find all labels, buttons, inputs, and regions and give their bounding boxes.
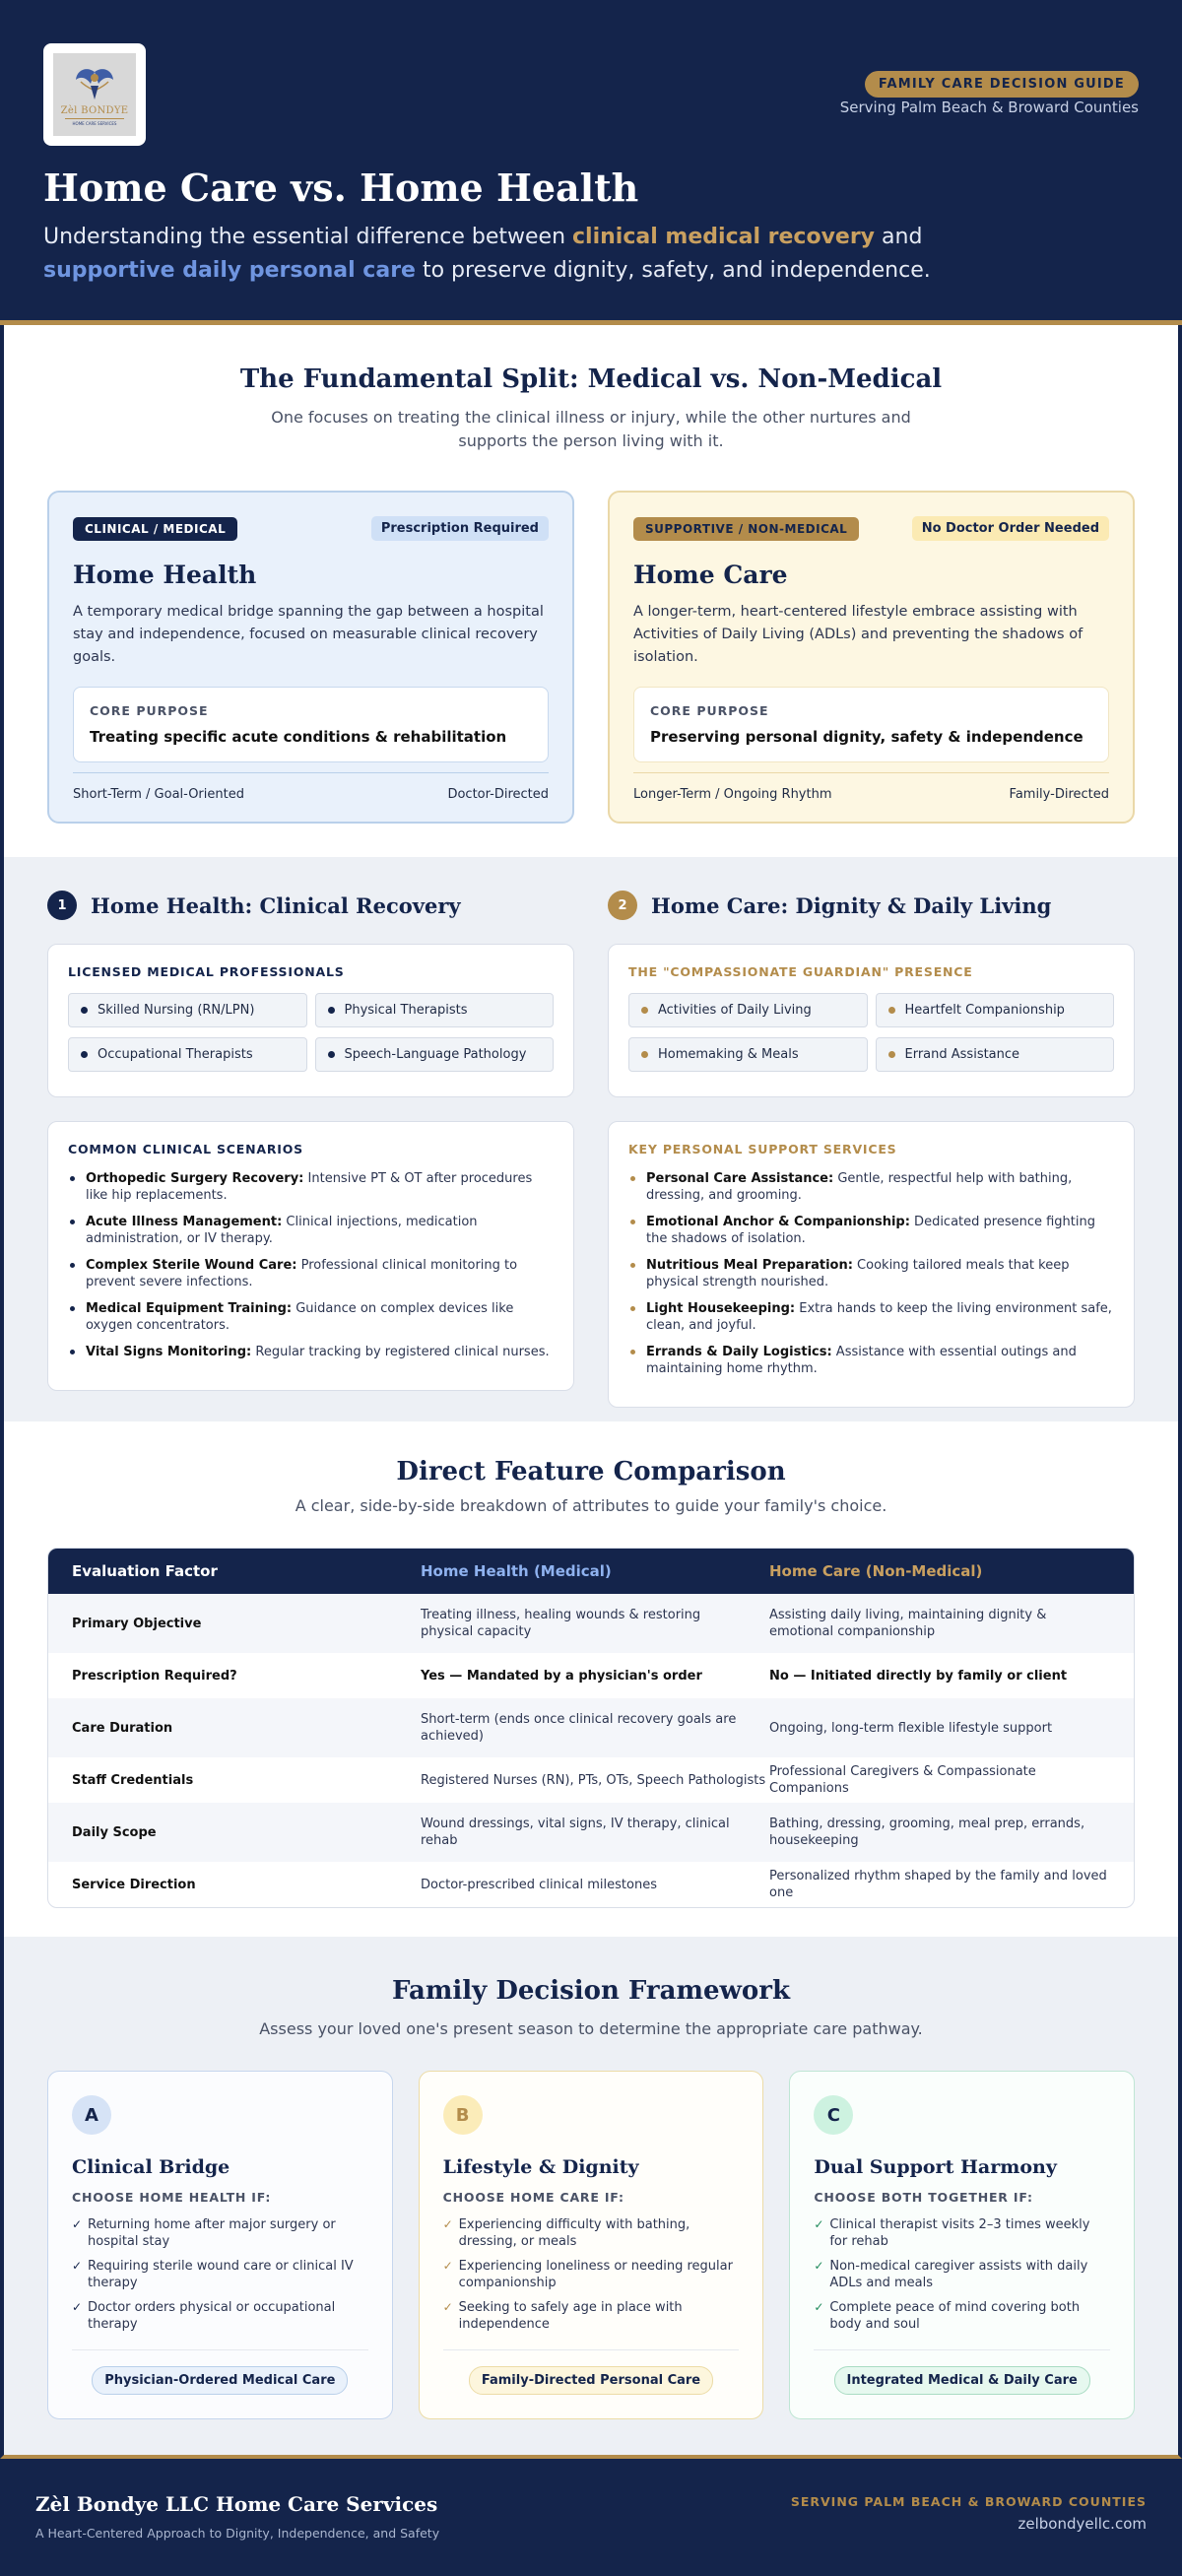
check-item: ✓ Requiring sterile wound care or clinical IV therapy bbox=[72, 2258, 368, 2291]
professional-chip: Physical Therapists bbox=[315, 993, 555, 1027]
table-row bbox=[48, 1594, 1134, 1653]
care-cell: Professional Caregivers & Compassionate Companions bbox=[769, 1764, 1036, 1796]
panel-label: THE "COMPASSIONATE GUARDIAN" PRESENCE bbox=[628, 964, 973, 979]
list-item: Vital Signs Monitoring: Regular tracking by registered clinical nurses. bbox=[68, 1344, 554, 1360]
service-chip: Heartfelt Companionship bbox=[876, 993, 1115, 1027]
panel-label: COMMON CLINICAL SCENARIOS bbox=[68, 1142, 303, 1156]
care-cell: Bathing, dressing, grooming, meal prep, errands, housekeeping bbox=[769, 1816, 1085, 1848]
section-title: Family Decision Framework bbox=[392, 1976, 790, 2006]
list-item: Orthopedic Surgery Recovery: Intensive PT & OT after procedures like hip replacements. bbox=[68, 1170, 554, 1204]
care-cell: No — Initiated directly by family or client bbox=[769, 1668, 1068, 1684]
table-row bbox=[48, 1653, 1134, 1698]
card-title: Home Health bbox=[73, 561, 257, 589]
care-cell: Personalized rhythm shaped by the family and loved one bbox=[769, 1869, 1107, 1900]
comparison-section bbox=[0, 1421, 1182, 1937]
care-type-pill: Integrated Medical & Daily Care bbox=[834, 2366, 1090, 2395]
professional-chip: Occupational Therapists bbox=[68, 1037, 307, 1072]
option-letter-badge: A bbox=[72, 2095, 111, 2135]
guide-badge: FAMILY CARE DECISION GUIDE bbox=[865, 71, 1139, 98]
column-header: Evaluation Factor bbox=[72, 1562, 218, 1580]
category-tag: SUPPORTIVE / NON-MEDICAL bbox=[633, 517, 859, 541]
card-title: Lifestyle & Dignity bbox=[442, 2156, 639, 2178]
row-label: Service Direction bbox=[72, 1877, 196, 1892]
table-row bbox=[48, 1757, 1134, 1803]
health-cell: Doctor-prescribed clinical milestones bbox=[421, 1877, 657, 1892]
footer-company-name: Zèl Bondye LLC Home Care Services bbox=[35, 2492, 438, 2516]
footer-tagline: A Heart-Centered Approach to Dignity, Independence, and Safety bbox=[35, 2526, 440, 2541]
guardian-presence-panel bbox=[608, 944, 1135, 1097]
logo-brand-accent: BONDYE bbox=[81, 104, 129, 116]
page-subtitle: Understanding the essential difference between clinical medical recovery and supportive daily personal care to preserve dignity, safety, and independence. bbox=[43, 225, 931, 283]
card-footer bbox=[73, 772, 549, 802]
health-cell: Yes — Mandated by a physician's order bbox=[421, 1668, 702, 1684]
purpose-label: CORE PURPOSE bbox=[90, 703, 209, 718]
health-cell: Short-term (ends once clinical recovery goals are achieved) bbox=[421, 1712, 737, 1744]
choose-label: CHOOSE BOTH TOGETHER IF: bbox=[814, 2190, 1033, 2205]
service-chip: Errand Assistance bbox=[876, 1037, 1115, 1072]
panel-label: LICENSED MEDICAL PROFESSIONALS bbox=[68, 964, 345, 979]
footer-website-link[interactable]: zelbondyellc.com bbox=[1018, 2515, 1147, 2533]
list-item: Complex Sterile Wound Care: Professional clinical monitoring to prevent severe infections. bbox=[68, 1257, 554, 1290]
clinical-scenarios-panel bbox=[47, 1121, 574, 1391]
page-header bbox=[0, 0, 1182, 325]
logo-brand-main: Zèl bbox=[60, 104, 78, 116]
health-cell: Treating illness, healing wounds & restoring physical capacity bbox=[421, 1608, 701, 1639]
service-chip: Homemaking & Meals bbox=[628, 1037, 868, 1072]
comparison-table bbox=[47, 1548, 1135, 1908]
angel-wings-icon bbox=[73, 64, 116, 103]
highlight-supportive: supportive daily personal care bbox=[43, 258, 416, 283]
requirement-badge: Prescription Required bbox=[371, 516, 549, 541]
duration-label: Longer-Term / Ongoing Rhythm bbox=[633, 787, 832, 802]
category-tag: CLINICAL / MEDICAL bbox=[73, 517, 237, 541]
column-header: Home Health (Medical) bbox=[421, 1562, 612, 1580]
step-number: 1 bbox=[47, 891, 77, 920]
check-item: ✓ Non-medical caregiver assists with daily ADLs and meals bbox=[814, 2258, 1110, 2291]
card-description: A longer-term, heart-centered lifestyle embrace assisting with Activities of Daily Living (ADLs) and preventing the shadows of isolation. bbox=[633, 604, 1084, 665]
list-item: Acute Illness Management: Clinical injections, medication administration, or IV therapy. bbox=[68, 1214, 554, 1247]
row-label: Primary Objective bbox=[72, 1616, 202, 1631]
row-label: Staff Credentials bbox=[72, 1772, 194, 1788]
fundamental-split-section bbox=[0, 325, 1182, 857]
care-type-pill: Family-Directed Personal Care bbox=[469, 2366, 713, 2395]
professional-chip: Speech-Language Pathology bbox=[315, 1037, 555, 1072]
column-title: Home Health: Clinical Recovery bbox=[91, 892, 461, 918]
list-item: Personal Care Assistance: Gentle, respectful help with bathing, dressing, and grooming. bbox=[628, 1170, 1114, 1204]
section-title: The Fundamental Split: Medical vs. Non-Medical bbox=[239, 364, 943, 394]
check-item: ✓ Doctor orders physical or occupational therapy bbox=[72, 2299, 368, 2333]
professional-chip: Skilled Nursing (RN/LPN) bbox=[68, 993, 307, 1027]
page-footer bbox=[0, 2459, 1182, 2576]
page-title: Home Care vs. Home Health bbox=[43, 165, 639, 210]
section-subtitle: Assess your loved one's present season to determine the appropriate care pathway. bbox=[259, 2019, 923, 2038]
logo-tagline: HOME CARE SERVICES bbox=[72, 120, 117, 126]
home-health-card bbox=[47, 491, 574, 824]
health-cell: Registered Nurses (RN), PTs, OTs, Speech Pathologists bbox=[421, 1772, 766, 1788]
check-item: ✓ Clinical therapist visits 2–3 times weekly for rehab bbox=[814, 2216, 1110, 2250]
row-label: Care Duration bbox=[72, 1720, 173, 1736]
table-row bbox=[48, 1698, 1134, 1757]
care-cell: Ongoing, long-term flexible lifestyle support bbox=[769, 1720, 1053, 1736]
company-logo bbox=[43, 43, 146, 146]
row-label: Prescription Required? bbox=[72, 1668, 237, 1684]
row-label: Daily Scope bbox=[72, 1824, 157, 1840]
core-purpose-box bbox=[73, 687, 549, 762]
table-row bbox=[48, 1803, 1134, 1862]
home-health-column bbox=[47, 891, 574, 1408]
details-section bbox=[0, 857, 1182, 1421]
core-purpose-box bbox=[633, 687, 1109, 762]
card-footer bbox=[633, 772, 1109, 802]
check-item: ✓ Experiencing loneliness or needing regular companionship bbox=[443, 2258, 740, 2291]
column-header: Home Care (Non-Medical) bbox=[769, 1562, 983, 1580]
purpose-text: Preserving personal dignity, safety & independence bbox=[650, 728, 1084, 746]
requirement-badge: No Doctor Order Needed bbox=[912, 516, 1109, 541]
section-title: Direct Feature Comparison bbox=[396, 1457, 786, 1486]
choose-label: CHOOSE HOME HEALTH IF: bbox=[72, 2190, 272, 2205]
professionals-panel bbox=[47, 944, 574, 1097]
option-letter-badge: B bbox=[443, 2095, 483, 2135]
care-type-pill: Physician-Ordered Medical Care bbox=[92, 2366, 348, 2395]
column-title: Home Care: Dignity & Daily Living bbox=[651, 892, 1052, 918]
purpose-text: Treating specific acute conditions & rehabilitation bbox=[90, 728, 507, 746]
decision-framework-section bbox=[0, 1937, 1182, 2459]
health-cell: Wound dressings, vital signs, IV therapy, clinical rehab bbox=[421, 1816, 730, 1848]
lifestyle-dignity-card bbox=[419, 2071, 764, 2419]
dual-support-card bbox=[789, 2071, 1135, 2419]
home-care-column bbox=[608, 891, 1135, 1408]
table-header-row bbox=[48, 1549, 1134, 1594]
card-title: Dual Support Harmony bbox=[814, 2156, 1057, 2178]
choose-label: CHOOSE HOME CARE IF: bbox=[442, 2190, 624, 2205]
check-item: ✓ Experiencing difficulty with bathing, dressing, or meals bbox=[443, 2216, 740, 2250]
service-area: Serving Palm Beach & Broward Counties bbox=[839, 99, 1139, 116]
list-item: Medical Equipment Training: Guidance on complex devices like oxygen concentrators. bbox=[68, 1300, 554, 1334]
step-number: 2 bbox=[608, 891, 637, 920]
check-item: ✓ Complete peace of mind covering both body and soul bbox=[814, 2299, 1110, 2333]
home-care-card bbox=[608, 491, 1135, 824]
table-row bbox=[48, 1862, 1134, 1907]
list-item: Errands & Daily Logistics: Assistance with essential outings and maintaining home rhythm. bbox=[628, 1344, 1114, 1377]
clinical-bridge-card bbox=[47, 2071, 393, 2419]
list-item: Emotional Anchor & Companionship: Dedicated presence fighting the shadows of isolation. bbox=[628, 1214, 1114, 1247]
panel-label: KEY PERSONAL SUPPORT SERVICES bbox=[628, 1142, 897, 1156]
support-services-panel bbox=[608, 1121, 1135, 1408]
direction-label: Doctor-Directed bbox=[447, 787, 549, 802]
card-title: Clinical Bridge bbox=[72, 2156, 230, 2178]
service-chip: Activities of Daily Living bbox=[628, 993, 868, 1027]
purpose-label: CORE PURPOSE bbox=[650, 703, 769, 718]
footer-service-area: SERVING PALM BEACH & BROWARD COUNTIES bbox=[790, 2494, 1147, 2509]
care-cell: Assisting daily living, maintaining dignity & emotional companionship bbox=[769, 1608, 1047, 1639]
section-subtitle: A clear, side-by-side breakdown of attributes to guide your family's choice. bbox=[295, 1496, 887, 1515]
card-description: A temporary medical bridge spanning the gap between a hospital stay and independence, focused on measurable clinical recovery goals. bbox=[73, 604, 544, 665]
check-item: ✓ Returning home after major surgery or hospital stay bbox=[72, 2216, 368, 2250]
list-item: Nutritious Meal Preparation: Cooking tailored meals that keep physical strength nourished. bbox=[628, 1257, 1114, 1290]
highlight-clinical: clinical medical recovery bbox=[572, 225, 876, 249]
card-title: Home Care bbox=[633, 561, 788, 589]
list-item: Light Housekeeping: Extra hands to keep the living environment safe, clean, and joyful. bbox=[628, 1300, 1114, 1334]
check-item: ✓ Seeking to safely age in place with independence bbox=[443, 2299, 740, 2333]
duration-label: Short-Term / Goal-Oriented bbox=[73, 787, 244, 802]
option-letter-badge: C bbox=[814, 2095, 853, 2135]
section-subtitle: One focuses on treating the clinical illness or injury, while the other nurtures and supports the person living with it. bbox=[271, 408, 911, 450]
direction-label: Family-Directed bbox=[1009, 787, 1109, 802]
